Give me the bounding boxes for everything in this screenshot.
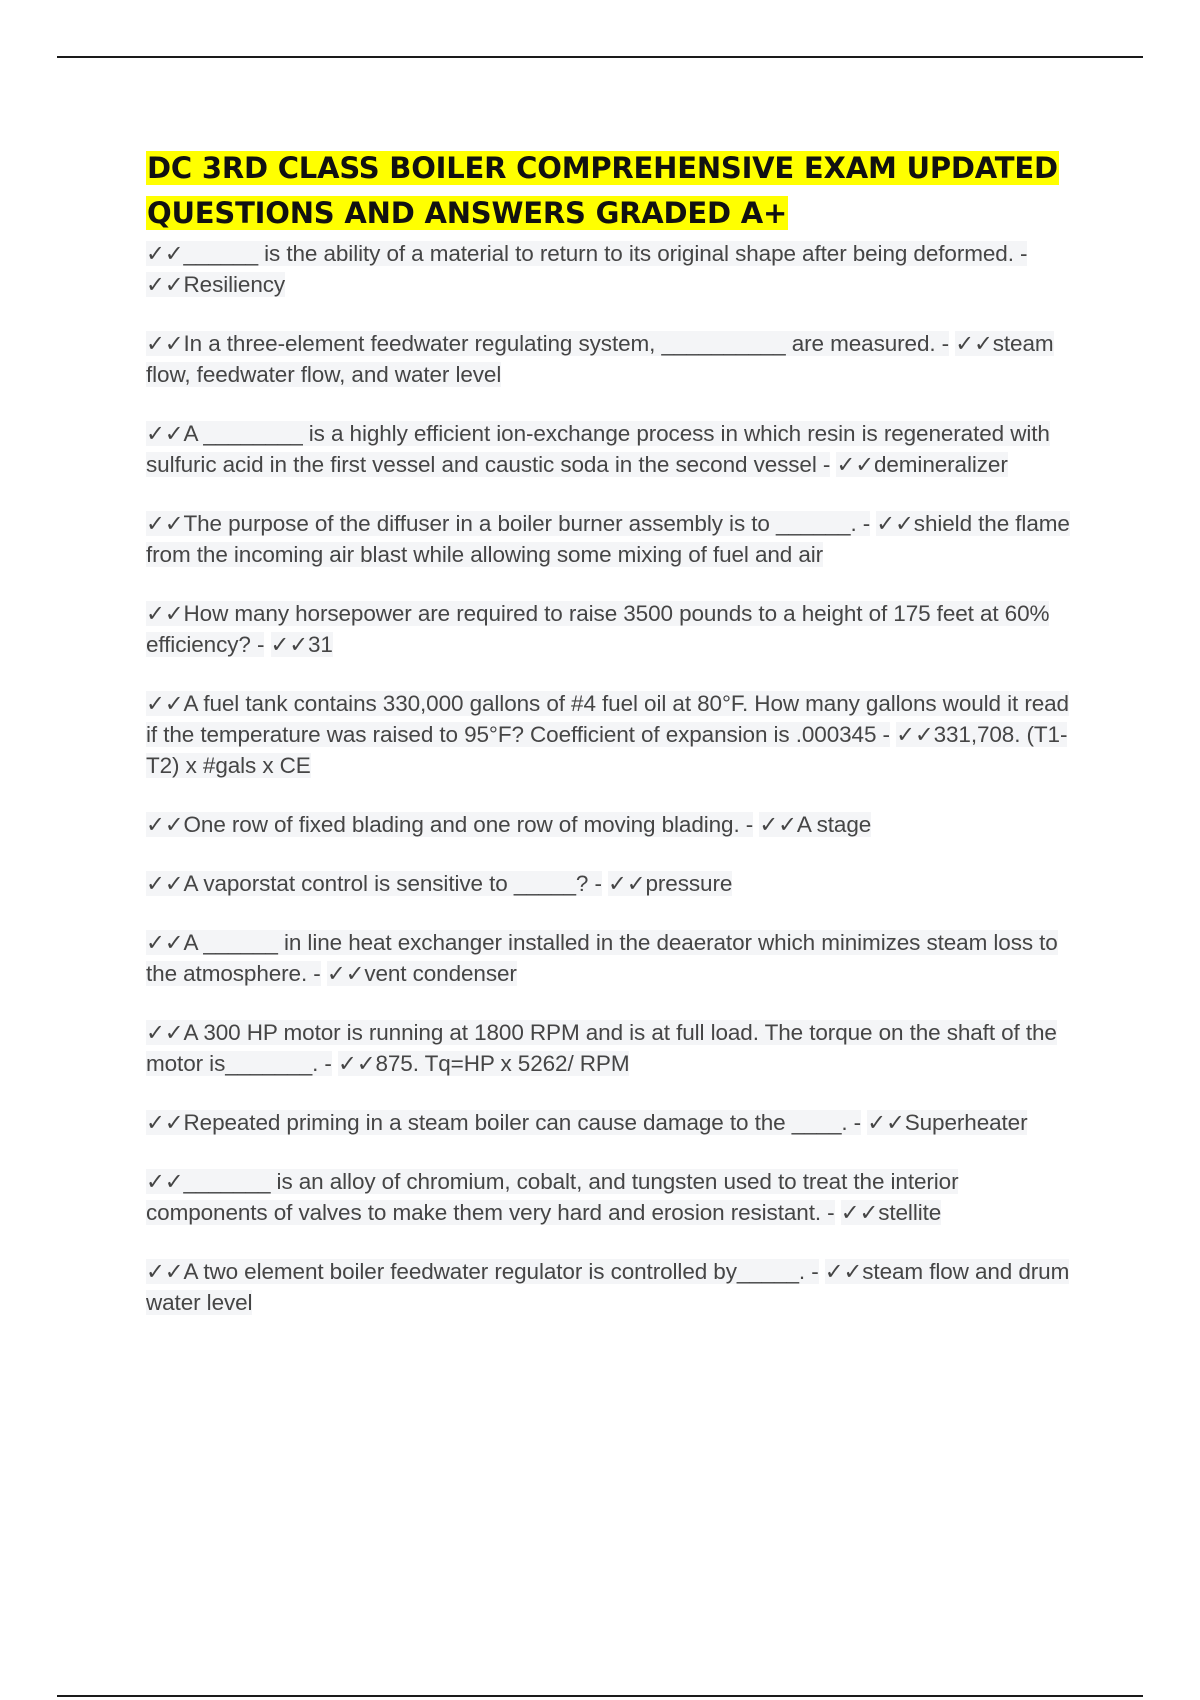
qa-item (146, 418, 1086, 480)
qa-item (146, 328, 1086, 390)
question-text: ✓✓_______ is an alloy of chromium, cobalt, and tungsten used to treat the interior components of valves to make them very hard and erosion resistant. - (146, 1169, 959, 1225)
document-title (146, 146, 1086, 236)
answer-text: ✓✓stellite (840, 1200, 942, 1225)
answer-text: ✓✓Resiliency (146, 272, 286, 297)
answer-text: ✓✓shield the flame from the incoming air blast while allowing some mixing of fuel and air (146, 511, 1070, 567)
document-title-text: DC 3RD CLASS BOILER COMPREHENSIVE EXAM UPDATED QUESTIONS AND ANSWERS GRADED A+ (147, 151, 1058, 230)
answer-text: ✓✓steam flow and drum water level (146, 1259, 1070, 1315)
question-text: ✓✓How many horsepower are required to raise 3500 pounds to a height of 175 feet at 60% efficiency? - (146, 601, 1050, 657)
answer-text: ✓✓vent condenser (326, 961, 517, 986)
qa-item (146, 1256, 1086, 1318)
answer-text: ✓✓875. Tq=HP x 5262/ RPM (337, 1051, 630, 1076)
question-text: ✓✓A ______ in line heat exchanger installed in the deaerator which minimizes steam loss to the atmosphere. - (146, 930, 1058, 986)
answer-text: ✓✓31 (270, 632, 333, 657)
question-text: ✓✓The purpose of the diffuser in a boiler burner assembly is to ______. - (146, 511, 871, 536)
qa-item (146, 688, 1086, 781)
question-text: ✓✓A 300 HP motor is running at 1800 RPM and is at full load. The torque on the shaft of the motor is_______. - (146, 1020, 1057, 1076)
answer-text: ✓✓Superheater (867, 1110, 1028, 1135)
question-text: ✓✓A ________ is a highly efficient ion-exchange process in which resin is regenerated with sulfuric acid in the first vessel and caustic soda in the second vessel - (146, 421, 1050, 477)
question-text: ✓✓In a three-element feedwater regulating system, __________ are measured. - (146, 331, 950, 356)
qa-item (146, 238, 1086, 300)
qa-item (146, 598, 1086, 660)
answer-text: ✓✓pressure (608, 871, 733, 896)
question-text: ✓✓A fuel tank contains 330,000 gallons of #4 fuel oil at 80°F. How many gallons would it read if the temperature was raised to 95°F? Coefficient of expansion is .000345 - (146, 691, 1069, 747)
question-text: ✓✓One row of fixed blading and one row of moving blading. - (146, 812, 754, 837)
qa-item (146, 508, 1086, 570)
qa-item (146, 927, 1086, 989)
qa-item (146, 1166, 1086, 1228)
question-text: ✓✓______ is the ability of a material to return to its original shape after being deformed. - (146, 241, 1028, 266)
top-rule (57, 56, 1143, 58)
qa-item (146, 868, 1086, 899)
qa-item (146, 1017, 1086, 1079)
qa-item (146, 1107, 1086, 1138)
answer-text: ✓✓steam flow, feedwater flow, and water level (146, 331, 1054, 387)
answer-text: ✓✓demineralizer (836, 452, 1008, 477)
question-text: ✓✓Repeated priming in a steam boiler can cause damage to the ____. - (146, 1110, 862, 1135)
document-body (146, 146, 1086, 1346)
bottom-rule (57, 1695, 1143, 1697)
answer-text: ✓✓331,708. (T1-T2) x #gals x CE (146, 722, 1068, 778)
question-text: ✓✓A two element boiler feedwater regulator is controlled by_____. - (146, 1259, 819, 1284)
answer-text: ✓✓A stage (759, 812, 872, 837)
qa-item (146, 809, 1086, 840)
question-text: ✓✓A vaporstat control is sensitive to _____? - (146, 871, 602, 896)
